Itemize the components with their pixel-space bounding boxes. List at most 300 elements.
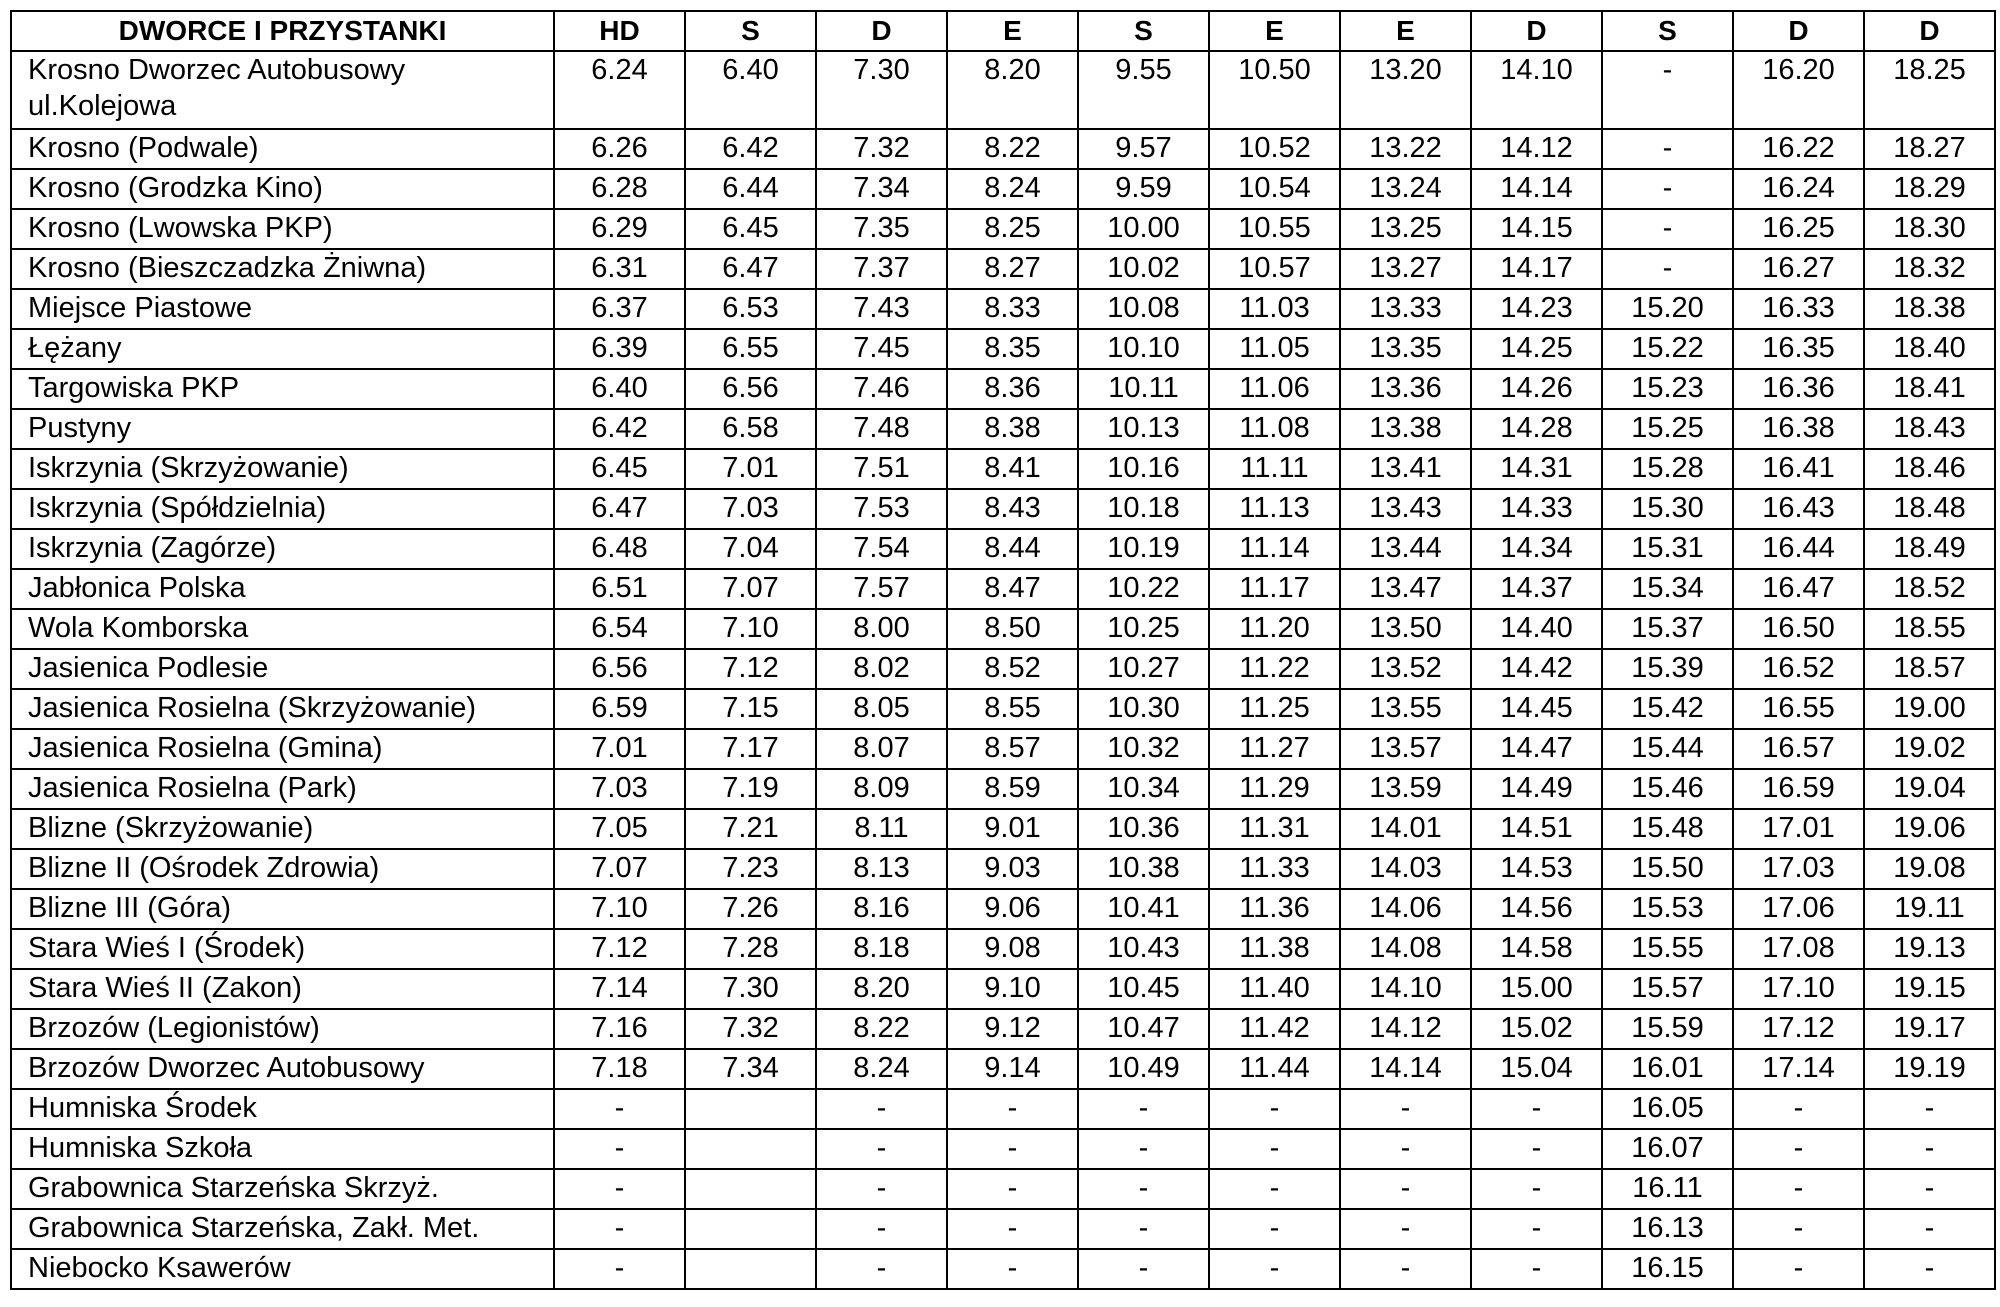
departure-time: 8.24	[947, 169, 1078, 209]
departure-time: 7.01	[554, 729, 685, 769]
stop-name: Blizne (Skrzyżowanie)	[11, 809, 554, 849]
departure-time: 8.11	[816, 809, 947, 849]
departure-time: 18.40	[1864, 329, 1995, 369]
stop-name-line: ul.Kolejowa	[28, 90, 177, 122]
departure-time: 8.50	[947, 609, 1078, 649]
departure-time: 13.36	[1340, 369, 1471, 409]
departure-time: 7.14	[554, 969, 685, 1009]
stop-name: Krosno (Bieszczadzka Żniwna)	[11, 249, 554, 289]
departure-time: 9.10	[947, 969, 1078, 1009]
departure-time: 17.08	[1733, 929, 1864, 969]
timetable-row	[11, 689, 1995, 729]
departure-time: 14.31	[1471, 449, 1602, 489]
departure-time: 11.33	[1209, 849, 1340, 889]
departure-time: 10.02	[1078, 249, 1209, 289]
departure-time: -	[816, 1169, 947, 1209]
departure-time: 14.08	[1340, 929, 1471, 969]
departure-time: 7.05	[554, 809, 685, 849]
departure-time: 18.25	[1864, 51, 1995, 129]
departure-time: 7.34	[816, 169, 947, 209]
stops-header: DWORCE I PRZYSTANKI	[11, 11, 554, 51]
timetable-row	[11, 889, 1995, 929]
column-header: S	[1602, 11, 1733, 51]
departure-time: 7.01	[685, 449, 816, 489]
departure-time: 7.28	[685, 929, 816, 969]
departure-time: -	[1209, 1249, 1340, 1289]
departure-time: 10.11	[1078, 369, 1209, 409]
timetable-row	[11, 929, 1995, 969]
departure-time: 11.36	[1209, 889, 1340, 929]
departure-time: 19.02	[1864, 729, 1995, 769]
departure-time: 8.22	[947, 129, 1078, 169]
departure-time: 10.13	[1078, 409, 1209, 449]
departure-time: 11.17	[1209, 569, 1340, 609]
timetable-row	[11, 969, 1995, 1009]
departure-time: 16.43	[1733, 489, 1864, 529]
departure-time: 8.07	[816, 729, 947, 769]
departure-time: 11.22	[1209, 649, 1340, 689]
departure-time: 13.27	[1340, 249, 1471, 289]
departure-time: 15.30	[1602, 489, 1733, 529]
departure-time: 14.06	[1340, 889, 1471, 929]
stop-name: Wola Komborska	[11, 609, 554, 649]
departure-time: 13.52	[1340, 649, 1471, 689]
stop-name: Targowiska PKP	[11, 369, 554, 409]
stop-name: Jasienica Rosielna (Park)	[11, 769, 554, 809]
departure-time: 17.03	[1733, 849, 1864, 889]
departure-time: 15.28	[1602, 449, 1733, 489]
departure-time: -	[1471, 1249, 1602, 1289]
departure-time: 8.13	[816, 849, 947, 889]
departure-time: 6.53	[685, 289, 816, 329]
departure-time: -	[1733, 1169, 1864, 1209]
departure-time: 6.42	[685, 129, 816, 169]
timetable-row	[11, 329, 1995, 369]
departure-time: 19.17	[1864, 1009, 1995, 1049]
departure-time: 18.30	[1864, 209, 1995, 249]
departure-time: 11.03	[1209, 289, 1340, 329]
stop-name: Pustyny	[11, 409, 554, 449]
departure-time: 14.58	[1471, 929, 1602, 969]
departure-time: -	[554, 1089, 685, 1129]
departure-time: 14.40	[1471, 609, 1602, 649]
departure-time: 18.41	[1864, 369, 1995, 409]
departure-time: 13.43	[1340, 489, 1471, 529]
departure-time: -	[1602, 249, 1733, 289]
stop-name: Brzozów Dworzec Autobusowy	[11, 1049, 554, 1089]
departure-time: 8.33	[947, 289, 1078, 329]
stop-name: Stara Wieś I (Środek)	[11, 929, 554, 969]
departure-time: 14.12	[1471, 129, 1602, 169]
departure-time: 10.57	[1209, 249, 1340, 289]
departure-time: 8.38	[947, 409, 1078, 449]
departure-time: 9.12	[947, 1009, 1078, 1049]
departure-time: 16.35	[1733, 329, 1864, 369]
stop-name: Krosno (Grodzka Kino)	[11, 169, 554, 209]
departure-time: 10.30	[1078, 689, 1209, 729]
departure-time: 14.51	[1471, 809, 1602, 849]
timetable-row	[11, 529, 1995, 569]
departure-time: 18.38	[1864, 289, 1995, 329]
departure-time: 10.19	[1078, 529, 1209, 569]
departure-time: -	[1864, 1169, 1995, 1209]
column-header: E	[1209, 11, 1340, 51]
departure-time: 10.25	[1078, 609, 1209, 649]
departure-time: -	[1340, 1169, 1471, 1209]
departure-time: 17.01	[1733, 809, 1864, 849]
departure-time: 7.54	[816, 529, 947, 569]
departure-time: 10.49	[1078, 1049, 1209, 1089]
departure-time: 7.07	[554, 849, 685, 889]
departure-time: 17.06	[1733, 889, 1864, 929]
departure-time: 15.04	[1471, 1049, 1602, 1089]
column-header: D	[816, 11, 947, 51]
departure-time: 7.45	[816, 329, 947, 369]
departure-time: 11.38	[1209, 929, 1340, 969]
departure-time: 13.59	[1340, 769, 1471, 809]
stop-name: Krosno (Lwowska PKP)	[11, 209, 554, 249]
column-header: D	[1733, 11, 1864, 51]
departure-time: 16.52	[1733, 649, 1864, 689]
departure-time: 8.57	[947, 729, 1078, 769]
departure-time: 6.59	[554, 689, 685, 729]
departure-time: -	[1864, 1129, 1995, 1169]
departure-time: 16.25	[1733, 209, 1864, 249]
departure-time: 11.31	[1209, 809, 1340, 849]
departure-time: 7.34	[685, 1049, 816, 1089]
departure-time: 14.23	[1471, 289, 1602, 329]
departure-time: 6.44	[685, 169, 816, 209]
departure-time: 10.43	[1078, 929, 1209, 969]
departure-time: 15.42	[1602, 689, 1733, 729]
departure-time: 6.40	[685, 51, 816, 129]
departure-time: 9.57	[1078, 129, 1209, 169]
departure-time: -	[1733, 1249, 1864, 1289]
departure-time: 6.42	[554, 409, 685, 449]
departure-time: -	[1340, 1089, 1471, 1129]
departure-time: 9.55	[1078, 51, 1209, 129]
departure-time: -	[1078, 1129, 1209, 1169]
timetable-row	[11, 769, 1995, 809]
departure-time: -	[554, 1249, 685, 1289]
stop-name: Łężany	[11, 329, 554, 369]
departure-time: 14.47	[1471, 729, 1602, 769]
departure-time: -	[1733, 1089, 1864, 1129]
departure-time: 10.54	[1209, 169, 1340, 209]
departure-time: 11.08	[1209, 409, 1340, 449]
departure-time: 15.44	[1602, 729, 1733, 769]
departure-time: 16.41	[1733, 449, 1864, 489]
stop-name: Blizne III (Góra)	[11, 889, 554, 929]
departure-time: 14.45	[1471, 689, 1602, 729]
departure-time: 7.46	[816, 369, 947, 409]
departure-time: 8.35	[947, 329, 1078, 369]
departure-time: -	[1340, 1129, 1471, 1169]
departure-time: -	[1209, 1209, 1340, 1249]
departure-time: -	[1471, 1089, 1602, 1129]
departure-time: 6.26	[554, 129, 685, 169]
departure-time: -	[816, 1209, 947, 1249]
departure-time: 15.59	[1602, 1009, 1733, 1049]
departure-time: -	[1471, 1209, 1602, 1249]
departure-time: -	[1733, 1209, 1864, 1249]
departure-time: -	[554, 1169, 685, 1209]
departure-time: -	[1864, 1089, 1995, 1129]
stop-name: Miejsce Piastowe	[11, 289, 554, 329]
departure-time: 18.49	[1864, 529, 1995, 569]
departure-time: 7.10	[685, 609, 816, 649]
departure-time: 11.14	[1209, 529, 1340, 569]
departure-time: 13.38	[1340, 409, 1471, 449]
departure-time: 8.20	[947, 51, 1078, 129]
stop-name: Jasienica Rosielna (Skrzyżowanie)	[11, 689, 554, 729]
departure-time: 11.29	[1209, 769, 1340, 809]
departure-time: -	[816, 1129, 947, 1169]
departure-time: 16.05	[1602, 1089, 1733, 1129]
departure-time: 13.24	[1340, 169, 1471, 209]
timetable-row	[11, 1129, 1995, 1169]
timetable-row	[11, 729, 1995, 769]
departure-time: 13.44	[1340, 529, 1471, 569]
departure-time: 7.10	[554, 889, 685, 929]
departure-time: 10.50	[1209, 51, 1340, 129]
departure-time: -	[816, 1089, 947, 1129]
departure-time: 7.21	[685, 809, 816, 849]
stop-name: Brzozów (Legionistów)	[11, 1009, 554, 1049]
departure-time: 7.19	[685, 769, 816, 809]
departure-time: 19.11	[1864, 889, 1995, 929]
departure-time: 10.34	[1078, 769, 1209, 809]
departure-time: 15.00	[1471, 969, 1602, 1009]
departure-time: 6.28	[554, 169, 685, 209]
departure-time: 10.32	[1078, 729, 1209, 769]
stop-name-line: Krosno Dworzec Autobusowy	[28, 54, 406, 86]
departure-time: 10.52	[1209, 129, 1340, 169]
departure-time: 8.47	[947, 569, 1078, 609]
stop-name: Humniska Środek	[11, 1089, 554, 1129]
departure-time: 13.22	[1340, 129, 1471, 169]
departure-time: 10.47	[1078, 1009, 1209, 1049]
departure-time: 7.30	[816, 51, 947, 129]
departure-time: 6.39	[554, 329, 685, 369]
departure-time	[685, 1169, 816, 1209]
departure-time: 19.04	[1864, 769, 1995, 809]
departure-time: 17.14	[1733, 1049, 1864, 1089]
departure-time: -	[947, 1249, 1078, 1289]
departure-time: 16.36	[1733, 369, 1864, 409]
departure-time	[685, 1129, 816, 1169]
departure-time: -	[947, 1129, 1078, 1169]
departure-time: -	[1209, 1089, 1340, 1129]
timetable-row	[11, 649, 1995, 689]
departure-time: -	[1733, 1129, 1864, 1169]
departure-time: 15.31	[1602, 529, 1733, 569]
timetable-row	[11, 489, 1995, 529]
stop-name: Iskrzynia (Spółdzielnia)	[11, 489, 554, 529]
departure-time: 14.37	[1471, 569, 1602, 609]
departure-time: 14.03	[1340, 849, 1471, 889]
departure-time: 15.25	[1602, 409, 1733, 449]
departure-time: 15.02	[1471, 1009, 1602, 1049]
departure-time: 6.55	[685, 329, 816, 369]
timetable-row	[11, 569, 1995, 609]
departure-time: 7.03	[685, 489, 816, 529]
departure-time: 9.01	[947, 809, 1078, 849]
departure-time: -	[1471, 1129, 1602, 1169]
departure-time: 15.22	[1602, 329, 1733, 369]
departure-time: 7.26	[685, 889, 816, 929]
departure-time: 8.59	[947, 769, 1078, 809]
departure-time: 14.56	[1471, 889, 1602, 929]
column-header: D	[1864, 11, 1995, 51]
departure-time: 14.15	[1471, 209, 1602, 249]
timetable-row	[11, 1249, 1995, 1289]
departure-time: 10.22	[1078, 569, 1209, 609]
departure-time: -	[1209, 1169, 1340, 1209]
departure-time: 19.08	[1864, 849, 1995, 889]
timetable-row	[11, 249, 1995, 289]
departure-time: 7.30	[685, 969, 816, 1009]
timetable-row	[11, 369, 1995, 409]
departure-time: 19.13	[1864, 929, 1995, 969]
departure-time: 15.57	[1602, 969, 1733, 1009]
stop-name: Jasienica Podlesie	[11, 649, 554, 689]
timetable-row	[11, 51, 1995, 129]
departure-time: 11.27	[1209, 729, 1340, 769]
departure-time: 6.48	[554, 529, 685, 569]
timetable-row	[11, 209, 1995, 249]
departure-time: 7.15	[685, 689, 816, 729]
departure-time: 14.42	[1471, 649, 1602, 689]
departure-time: 14.28	[1471, 409, 1602, 449]
departure-time: 8.02	[816, 649, 947, 689]
stop-name: Stara Wieś II (Zakon)	[11, 969, 554, 1009]
timetable-row	[11, 409, 1995, 449]
departure-time: 11.06	[1209, 369, 1340, 409]
departure-time: 10.00	[1078, 209, 1209, 249]
departure-time: 7.18	[554, 1049, 685, 1089]
departure-time: 6.56	[685, 369, 816, 409]
stop-name	[11, 51, 554, 129]
departure-time: 14.14	[1340, 1049, 1471, 1089]
timetable-row	[11, 809, 1995, 849]
departure-time: 15.23	[1602, 369, 1733, 409]
departure-time: 10.27	[1078, 649, 1209, 689]
departure-time: 15.46	[1602, 769, 1733, 809]
stop-name: Grabownica Starzeńska Skrzyż.	[11, 1169, 554, 1209]
departure-time: 7.51	[816, 449, 947, 489]
departure-time: 19.00	[1864, 689, 1995, 729]
departure-time: -	[947, 1169, 1078, 1209]
departure-time: 16.24	[1733, 169, 1864, 209]
departure-time: 11.25	[1209, 689, 1340, 729]
departure-time: 14.01	[1340, 809, 1471, 849]
departure-time: -	[1602, 51, 1733, 129]
departure-time: 7.16	[554, 1009, 685, 1049]
departure-time: 16.20	[1733, 51, 1864, 129]
departure-time: 14.25	[1471, 329, 1602, 369]
timetable-row	[11, 1009, 1995, 1049]
departure-time: 16.59	[1733, 769, 1864, 809]
departure-time: 9.03	[947, 849, 1078, 889]
departure-time: 6.31	[554, 249, 685, 289]
departure-time: -	[1340, 1249, 1471, 1289]
departure-time: 16.50	[1733, 609, 1864, 649]
stop-name: Humniska Szkoła	[11, 1129, 554, 1169]
departure-time: 16.22	[1733, 129, 1864, 169]
departure-time: 13.33	[1340, 289, 1471, 329]
departure-time: 8.55	[947, 689, 1078, 729]
departure-time	[685, 1249, 816, 1289]
departure-time: 14.26	[1471, 369, 1602, 409]
departure-time: 6.56	[554, 649, 685, 689]
departure-time: 10.41	[1078, 889, 1209, 929]
departure-time	[685, 1209, 816, 1249]
stop-name: Krosno (Podwale)	[11, 129, 554, 169]
departure-time: 11.05	[1209, 329, 1340, 369]
departure-time: 7.57	[816, 569, 947, 609]
departure-time: 14.10	[1340, 969, 1471, 1009]
departure-time: 8.52	[947, 649, 1078, 689]
departure-time: 7.04	[685, 529, 816, 569]
column-header: E	[1340, 11, 1471, 51]
departure-time: 6.40	[554, 369, 685, 409]
departure-time: 14.17	[1471, 249, 1602, 289]
timetable-row	[11, 129, 1995, 169]
departure-time: -	[1602, 169, 1733, 209]
departure-time: 7.53	[816, 489, 947, 529]
departure-time: 13.20	[1340, 51, 1471, 129]
departure-time: 16.55	[1733, 689, 1864, 729]
departure-time: 13.50	[1340, 609, 1471, 649]
departure-time: 16.15	[1602, 1249, 1733, 1289]
departure-time: 18.46	[1864, 449, 1995, 489]
departure-time: 10.45	[1078, 969, 1209, 1009]
departure-time	[685, 1089, 816, 1129]
departure-time: 6.47	[554, 489, 685, 529]
departure-time: 11.44	[1209, 1049, 1340, 1089]
departure-time: 6.51	[554, 569, 685, 609]
departure-time: 8.27	[947, 249, 1078, 289]
departure-time: -	[554, 1129, 685, 1169]
departure-time: 15.39	[1602, 649, 1733, 689]
departure-time: 15.37	[1602, 609, 1733, 649]
timetable-row	[11, 1089, 1995, 1129]
departure-time: 18.27	[1864, 129, 1995, 169]
departure-time: -	[1864, 1209, 1995, 1249]
stop-name: Grabownica Starzeńska, Zakł. Met.	[11, 1209, 554, 1249]
departure-time: 13.25	[1340, 209, 1471, 249]
departure-time: -	[1602, 129, 1733, 169]
departure-time: 6.54	[554, 609, 685, 649]
departure-time: 16.01	[1602, 1049, 1733, 1089]
departure-time: 11.11	[1209, 449, 1340, 489]
departure-time: -	[1864, 1249, 1995, 1289]
departure-time: 6.47	[685, 249, 816, 289]
column-header: E	[947, 11, 1078, 51]
departure-time: -	[1078, 1169, 1209, 1209]
departure-time: 15.34	[1602, 569, 1733, 609]
departure-time: 8.44	[947, 529, 1078, 569]
departure-time: -	[1078, 1209, 1209, 1249]
departure-time: 13.35	[1340, 329, 1471, 369]
stop-name: Iskrzynia (Zagórze)	[11, 529, 554, 569]
departure-time: 7.23	[685, 849, 816, 889]
stop-name: Jasienica Rosielna (Gmina)	[11, 729, 554, 769]
column-header: S	[685, 11, 816, 51]
departure-time: 11.42	[1209, 1009, 1340, 1049]
departure-time: -	[554, 1209, 685, 1249]
